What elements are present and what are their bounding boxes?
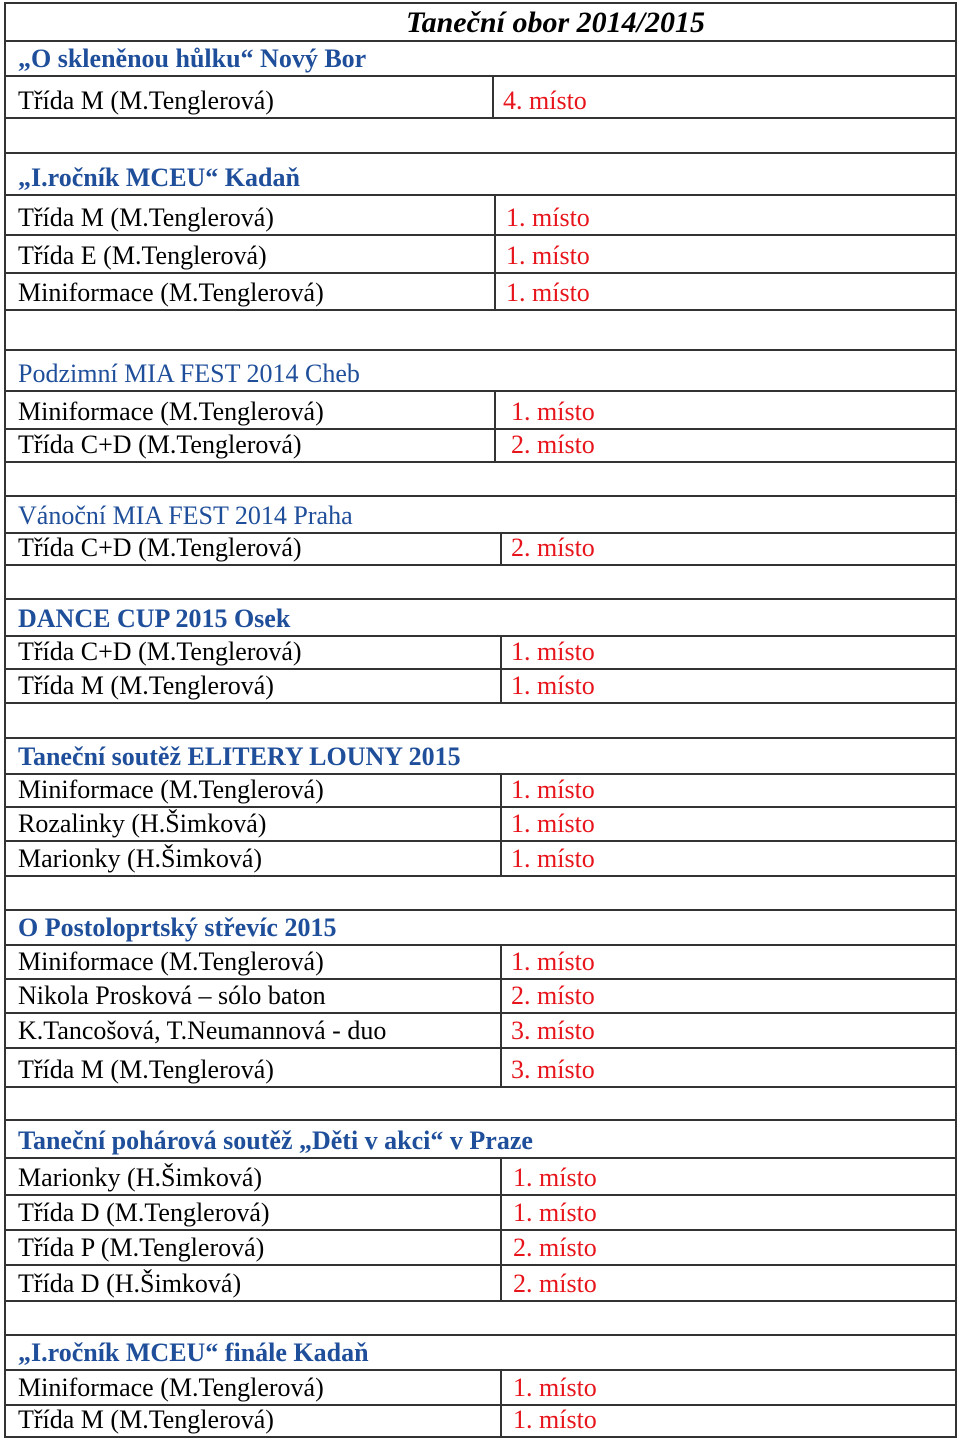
competition-name: DANCE CUP 2015 Osek	[18, 604, 291, 633]
competition-heading-row	[4, 42, 957, 77]
column-divider	[500, 1049, 502, 1086]
column-divider	[500, 775, 502, 806]
spacer-row	[4, 704, 957, 739]
column-divider	[494, 196, 496, 234]
entry-name: Třída M (M.Tenglerová)	[18, 203, 274, 232]
entry-name: Marionky (H.Šimková)	[18, 1163, 263, 1192]
result-row	[4, 430, 957, 463]
entry-name: Třída M (M.Tenglerová)	[18, 1055, 274, 1084]
column-divider	[500, 1159, 502, 1194]
result-row	[4, 392, 957, 430]
competition-name: „O skleněnou hůlku“ Nový Bor	[18, 44, 367, 73]
column-divider	[500, 1266, 502, 1300]
entry-name: Rozalinky (H.Šimková)	[18, 809, 267, 838]
competition-name: Taneční soutěž ELITERY LOUNY 2015	[18, 742, 461, 771]
result-row	[4, 1049, 957, 1088]
entry-result: 1. místo	[506, 241, 590, 270]
entry-name: Třída D (M.Tenglerová)	[18, 1198, 270, 1227]
column-divider	[500, 1196, 502, 1229]
column-divider	[500, 808, 502, 840]
competition-heading-row	[4, 600, 957, 637]
result-row	[4, 77, 957, 119]
column-divider	[500, 842, 502, 875]
column-divider	[500, 534, 502, 564]
competition-heading-row	[4, 154, 957, 196]
result-row	[4, 842, 957, 877]
competition-name: Taneční pohárová soutěž „Děti v akci“ v Praze	[18, 1126, 533, 1155]
entry-result: 1. místo	[511, 671, 595, 700]
entry-result: 1. místo	[511, 397, 595, 426]
competition-name: Podzimní MIA FEST 2014 Cheb	[18, 359, 360, 388]
result-row	[4, 274, 957, 311]
result-row	[4, 1231, 957, 1266]
result-row	[4, 637, 957, 670]
entry-result: 3. místo	[511, 1055, 595, 1084]
competition-name: „I.ročník MCEU“ finále Kadaň	[18, 1338, 369, 1367]
column-divider	[494, 236, 496, 272]
entry-result: 1. místo	[506, 278, 590, 307]
entry-result: 2. místo	[511, 981, 595, 1010]
entry-name: Třída E (M.Tenglerová)	[18, 241, 267, 270]
entry-result: 4. místo	[503, 86, 587, 115]
entry-result: 1. místo	[511, 844, 595, 873]
spacer-row	[4, 311, 957, 351]
entry-result: 2. místo	[511, 533, 595, 562]
entry-result: 2. místo	[513, 1269, 597, 1298]
competition-heading-row	[4, 351, 957, 392]
entry-result: 2. místo	[513, 1233, 597, 1262]
competition-heading-row	[4, 497, 957, 534]
competition-heading-row	[4, 1336, 957, 1371]
entry-name: Třída M (M.Tenglerová)	[18, 86, 274, 115]
result-row	[4, 1371, 957, 1406]
column-divider	[500, 946, 502, 978]
entry-name: Třída P (M.Tenglerová)	[18, 1233, 265, 1262]
column-divider	[492, 77, 494, 117]
entry-result: 3. místo	[511, 1016, 595, 1045]
entry-name: Miniformace (M.Tenglerová)	[18, 397, 324, 426]
spacer-row	[4, 566, 957, 600]
competition-name: O Postoloprtský střevíc 2015	[18, 913, 337, 942]
spacer-row	[4, 1088, 957, 1121]
entry-name: Marionky (H.Šimková)	[18, 844, 263, 873]
spacer-row	[4, 1302, 957, 1336]
column-divider	[500, 980, 502, 1012]
entry-result: 1. místo	[513, 1198, 597, 1227]
entry-name: Třída M (M.Tenglerová)	[18, 1405, 274, 1434]
result-row	[4, 534, 957, 566]
competition-name: Vánoční MIA FEST 2014 Praha	[18, 501, 353, 530]
column-divider	[500, 637, 502, 668]
result-row	[4, 1014, 957, 1049]
result-row	[4, 946, 957, 980]
column-divider	[500, 1371, 502, 1404]
entry-name: Třída C+D (M.Tenglerová)	[18, 637, 302, 666]
entry-name: Třída C+D (M.Tenglerová)	[18, 430, 302, 459]
result-row	[4, 670, 957, 704]
result-row	[4, 808, 957, 842]
column-divider	[500, 1406, 502, 1436]
spacer-row	[4, 877, 957, 911]
entry-name: Miniformace (M.Tenglerová)	[18, 1373, 324, 1402]
competition-heading-row	[4, 739, 957, 775]
entry-name: Miniformace (M.Tenglerová)	[18, 278, 324, 307]
competition-heading-row	[4, 911, 957, 946]
competition-name: „I.ročník MCEU“ Kadaň	[18, 163, 300, 192]
entry-result: 1. místo	[511, 637, 595, 666]
entry-result: 1. místo	[513, 1373, 597, 1402]
result-row	[4, 1196, 957, 1231]
result-row	[4, 775, 957, 808]
entry-name: Třída C+D (M.Tenglerová)	[18, 533, 302, 562]
entry-result: 1. místo	[513, 1405, 597, 1434]
entry-result: 1. místo	[511, 775, 595, 804]
result-row	[4, 1406, 957, 1438]
entry-name: Třída M (M.Tenglerová)	[18, 671, 274, 700]
result-row	[4, 980, 957, 1014]
title-row	[4, 2, 957, 42]
competition-heading-row	[4, 1121, 957, 1159]
entry-result: 1. místo	[511, 947, 595, 976]
entry-name: Miniformace (M.Tenglerová)	[18, 775, 324, 804]
result-row	[4, 1159, 957, 1196]
spacer-row	[4, 463, 957, 497]
page-title: Taneční obor 2014/2015	[406, 6, 705, 39]
result-row	[4, 1266, 957, 1302]
entry-result: 1. místo	[513, 1163, 597, 1192]
result-row	[4, 236, 957, 274]
column-divider	[500, 1014, 502, 1047]
entry-name: Nikola Prosková – sólo baton	[18, 981, 326, 1010]
entry-result: 2. místo	[511, 430, 595, 459]
entry-result: 1. místo	[506, 203, 590, 232]
column-divider	[494, 392, 496, 428]
spacer-row	[4, 119, 957, 154]
column-divider	[494, 274, 496, 309]
result-row	[4, 196, 957, 236]
entry-name: K.Tancošová, T.Neumannová - duo	[18, 1016, 387, 1045]
entry-result: 1. místo	[511, 809, 595, 838]
column-divider	[494, 430, 496, 461]
column-divider	[500, 670, 502, 702]
column-divider	[500, 1231, 502, 1264]
entry-name: Třída D (H.Šimková)	[18, 1269, 242, 1298]
entry-name: Miniformace (M.Tenglerová)	[18, 947, 324, 976]
